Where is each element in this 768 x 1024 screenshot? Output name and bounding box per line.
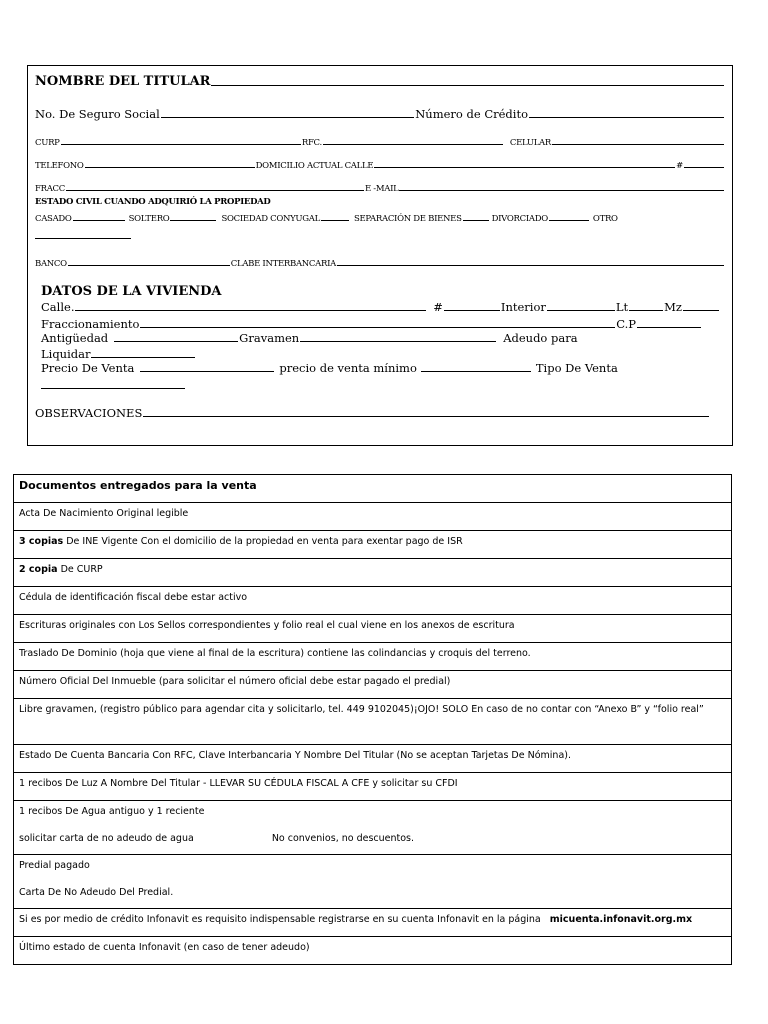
- ine-item: [14, 531, 732, 559]
- email-field[interactable]: [399, 190, 724, 191]
- antiguedad-row: [41, 331, 578, 345]
- domicilio-label: DOMICILIO ACTUAL CALLE: [255, 161, 374, 171]
- otro-label: OTRO: [592, 214, 618, 224]
- ine-count: 3 copias: [19, 536, 64, 547]
- fracc-email-row: [35, 184, 725, 194]
- divorciado-field[interactable]: [549, 220, 589, 221]
- precio-minimo-field[interactable]: [421, 371, 531, 372]
- table-row: [14, 773, 732, 801]
- tipo-venta-label: Tipo De Venta: [535, 361, 618, 375]
- cp-field[interactable]: [637, 327, 701, 328]
- acta-item: Acta De Nacimiento Original legible: [14, 503, 732, 531]
- numero-credito-field[interactable]: [529, 117, 724, 118]
- nombre-titular-row: [35, 74, 725, 89]
- casado-label: CASADO: [35, 214, 72, 224]
- telefono-label: TELEFONO: [35, 161, 84, 171]
- seguro-credito-row: [35, 107, 725, 121]
- fraccionamiento-label: Fraccionamiento: [41, 317, 140, 331]
- agua-nota: No convenios, no descuentos.: [271, 833, 415, 844]
- celular-field[interactable]: [552, 144, 724, 145]
- cp-label: C.P: [616, 317, 636, 331]
- lt-field[interactable]: [629, 310, 663, 311]
- divorciado-label: DIVORCIADO: [491, 214, 548, 224]
- vivienda-calle-label: Calle.: [41, 300, 75, 314]
- mz-label: Mz: [664, 300, 682, 314]
- separacion-label: SEPARACIÓN DE BIENES: [353, 214, 462, 224]
- fraccionamiento-row: [41, 317, 702, 331]
- seguro-social-field[interactable]: [161, 117, 414, 118]
- curp-item: [14, 559, 732, 587]
- observaciones-row: [35, 406, 710, 420]
- banco-row: [35, 259, 725, 269]
- escrituras-item: Escrituras originales con Los Sellos correspondientes y folio real el cual viene en los anexos de escritura: [14, 615, 732, 643]
- infonavit-text: Si es por medio de crédito Infonavit es requisito indispensable registrarse en su cuenta Infonavit en la página: [19, 914, 541, 925]
- antiguedad-field[interactable]: [114, 341, 238, 342]
- gravamen-field[interactable]: [300, 341, 496, 342]
- luz-item: 1 recibos De Luz A Nombre Del Titular - LLEVAR SU CÉDULA FISCAL A CFE y solicitar su CFDI: [14, 773, 732, 801]
- otro-field[interactable]: [35, 238, 131, 239]
- telefono-domicilio-row: [35, 161, 725, 171]
- precio-venta-label: Precio De Venta: [41, 361, 135, 375]
- documentos-table: [13, 474, 732, 965]
- agua-carta: solicitar carta de no adeudo de agua: [19, 833, 194, 844]
- table-row: [14, 671, 732, 699]
- agua-carta-line: [19, 830, 726, 847]
- traslado-item: Traslado De Dominio (hoja que viene al final de la escritura) contiene las colindancias y croquis del terreno.: [14, 643, 732, 671]
- libre-gravamen-item: Libre gravamen, (registro público para agendar cita y solicitarlo, tel. 449 9102045)¡OJO! SOLO En caso de no contar con “Anexo B” y “folio real”: [14, 699, 732, 745]
- estado-civil-row: [35, 214, 618, 224]
- cedula-item: Cédula de identificación fiscal debe estar activo: [14, 587, 732, 615]
- table-row: [14, 745, 732, 773]
- table-row: [14, 699, 732, 745]
- table-row: [14, 587, 732, 615]
- numero-credito-label: Número de Crédito: [415, 107, 528, 121]
- banco-label: BANCO: [35, 259, 67, 269]
- agua-recibos: 1 recibos De Agua antiguo y 1 reciente: [19, 806, 205, 817]
- predial-carta: Carta De No Adeudo Del Predial.: [19, 887, 174, 898]
- fraccionamiento-field[interactable]: [140, 327, 615, 328]
- precio-minimo-label: precio de venta mínimo: [279, 361, 417, 375]
- table-row: [14, 801, 732, 855]
- estado-civil-title: ESTADO CIVIL CUANDO ADQUIRIÓ LA PROPIEDAD: [35, 197, 271, 207]
- antiguedad-label: Antigüedad: [41, 331, 109, 345]
- banco-field[interactable]: [68, 265, 230, 266]
- celular-label: CELULAR: [509, 138, 551, 148]
- curp-label: CURP: [35, 138, 60, 148]
- predial-item: [14, 855, 732, 909]
- vivienda-calle-field[interactable]: [75, 310, 426, 311]
- mz-field[interactable]: [683, 310, 719, 311]
- nombre-titular-field[interactable]: [211, 85, 724, 86]
- curp-text: De CURP: [57, 564, 103, 575]
- liquidar-field[interactable]: [91, 357, 195, 358]
- soltero-field[interactable]: [170, 220, 216, 221]
- rfc-label: RFC.: [301, 138, 322, 148]
- fracc-label: FRACC: [35, 184, 65, 194]
- numero-oficial-item: Número Oficial Del Inmueble (para solicitar el número oficial debe estar pagado el predial): [14, 671, 732, 699]
- interior-label: Interior: [500, 300, 546, 314]
- clabe-label: CLABE INTERBANCARIA: [230, 259, 336, 269]
- rfc-field[interactable]: [323, 144, 503, 145]
- precio-venta-field[interactable]: [140, 371, 274, 372]
- table-row: [14, 503, 732, 531]
- vivienda-title: DATOS DE LA VIVIENDA: [41, 284, 222, 299]
- observaciones-field[interactable]: [143, 416, 709, 417]
- seguro-social-label: No. De Seguro Social: [35, 107, 160, 121]
- agua-item: [14, 801, 732, 855]
- table-row: [14, 643, 732, 671]
- tipo-venta-field[interactable]: [41, 388, 185, 389]
- interior-field[interactable]: [547, 310, 615, 311]
- gravamen-label: Gravamen: [239, 331, 300, 345]
- documentos-title: Documentos entregados para la venta: [14, 475, 732, 503]
- vivienda-calle-row: [41, 300, 720, 314]
- curp-count: 2 copia: [19, 564, 58, 575]
- separacion-field[interactable]: [463, 220, 489, 221]
- telefono-field[interactable]: [85, 167, 255, 168]
- predial-pagado: Predial pagado: [19, 860, 90, 871]
- table-row: [14, 559, 732, 587]
- liquidar-row: [41, 347, 196, 361]
- estado-cuenta-item: Estado De Cuenta Bancaria Con RFC, Clave Interbancaria Y Nombre Del Titular (No se aceptan Tarjetas De Nómina).: [14, 745, 732, 773]
- ine-text: De INE Vigente Con el domicilio de la propiedad en venta para exentar pago de ISR: [63, 536, 463, 547]
- clabe-field[interactable]: [337, 265, 724, 266]
- domicilio-field[interactable]: [374, 167, 675, 168]
- liquidar-label: Liquidar: [41, 347, 91, 361]
- curp-field[interactable]: [61, 144, 301, 145]
- vivienda-numero-label: #: [433, 300, 443, 314]
- fracc-field[interactable]: [66, 190, 364, 191]
- ultimo-estado-item: Último estado de cuenta Infonavit (en caso de tener adeudo): [14, 937, 732, 965]
- table-row: [14, 909, 732, 937]
- table-row: [14, 531, 732, 559]
- titular-form: [27, 65, 733, 446]
- adeudo-label: Adeudo para: [503, 331, 578, 345]
- table-row: [14, 855, 732, 909]
- domicilio-numero-field[interactable]: [684, 167, 724, 168]
- sociedad-label: SOCIEDAD CONYUGAL: [221, 214, 320, 224]
- casado-field[interactable]: [73, 220, 125, 221]
- nombre-titular-label: NOMBRE DEL TITULAR: [35, 74, 211, 89]
- lt-label: Lt: [615, 300, 629, 314]
- infonavit-url[interactable]: micuenta.infonavit.org.mx: [549, 914, 693, 925]
- soltero-label: SOLTERO: [128, 214, 170, 224]
- table-row: [14, 475, 732, 503]
- vivienda-numero-field[interactable]: [444, 310, 500, 311]
- observaciones-label: OBSERVACIONES: [35, 406, 143, 420]
- table-row: [14, 937, 732, 965]
- infonavit-item: [14, 909, 732, 937]
- table-row: [14, 615, 732, 643]
- email-label: E -MAIL: [364, 184, 399, 194]
- curp-rfc-row: [35, 138, 725, 148]
- domicilio-numero-label: #: [676, 161, 683, 171]
- precio-row: [41, 361, 618, 375]
- sociedad-field[interactable]: [321, 220, 349, 221]
